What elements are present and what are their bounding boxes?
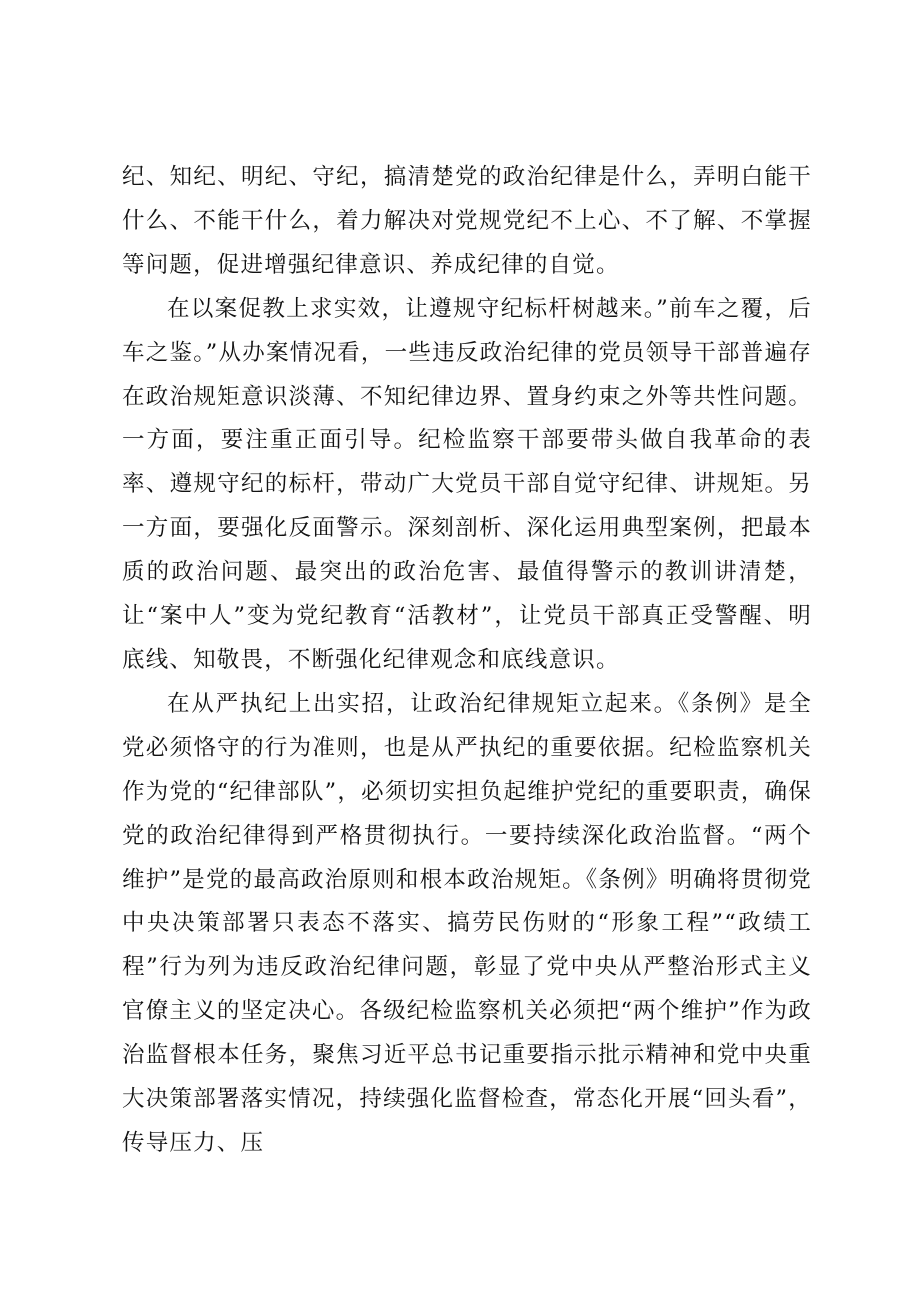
paragraph-case-education: 在以案促教上求实效，让遵规守纪标杆树越来。”前车之覆，后车之鉴。”从办案情况看，一些违反政治纪律的党员领导干部普遍存在政治规矩意识淡薄、不知纪律边界、置身约束之外等共性问题。一方面，要注重正面引导。纪检监察干部要带头做自我革命的表率、遵规守纪的标杆，带动广大党员干部自觉守纪律、讲规矩。另一方面，要强化反面警示。深刻剖析、深化运用典型案例，把最本质的政治问题、最突出的政治危害、最值得警示的教训讲清楚，让“案中人”变为党纪教育“活教材”，让党员干部真正受警醒、明底线、知敬畏，不断强化纪律观念和底线意识。 [122, 295, 812, 673]
paragraph-strict-discipline: 在从严执纪上出实招，让政治纪律规矩立起来。《条例》是全党必须恪守的行为准则，也是从严执纪的重要依据。纪检监察机关作为党的“纪律部队”，必须切实担负起维护党纪的重要职责，确保党的政治纪律得到严格贯彻执行。一要持续深化政治监督。“两个维护”是党的最高政治原则和根本政治规矩。《条例》明确将贯彻党中央决策部署只表态不落实、搞劳民伤财的“形象工程”“政绩工程”行为列为违反政治纪律问题，彰显了党中央从严整治形式主义官僚主义的坚定决心。各级纪检监察机关必须把“两个维护”作为政治监督根本任务，聚焦习近平总书记重要指示批示精神和党中央重大决策部署落实情况，持续强化监督检查，常态化开展“回头看”，传导压力、压 [122, 690, 812, 1156]
document-body [122, 156, 812, 1166]
paragraph-continuation: 纪、知纪、明纪、守纪，搞清楚党的政治纪律是什么，弄明白能干什么、不能干什么，着力解决对党规党纪不上心、不了解、不掌握等问题，促进增强纪律意识、养成纪律的自觉。 [122, 164, 812, 278]
